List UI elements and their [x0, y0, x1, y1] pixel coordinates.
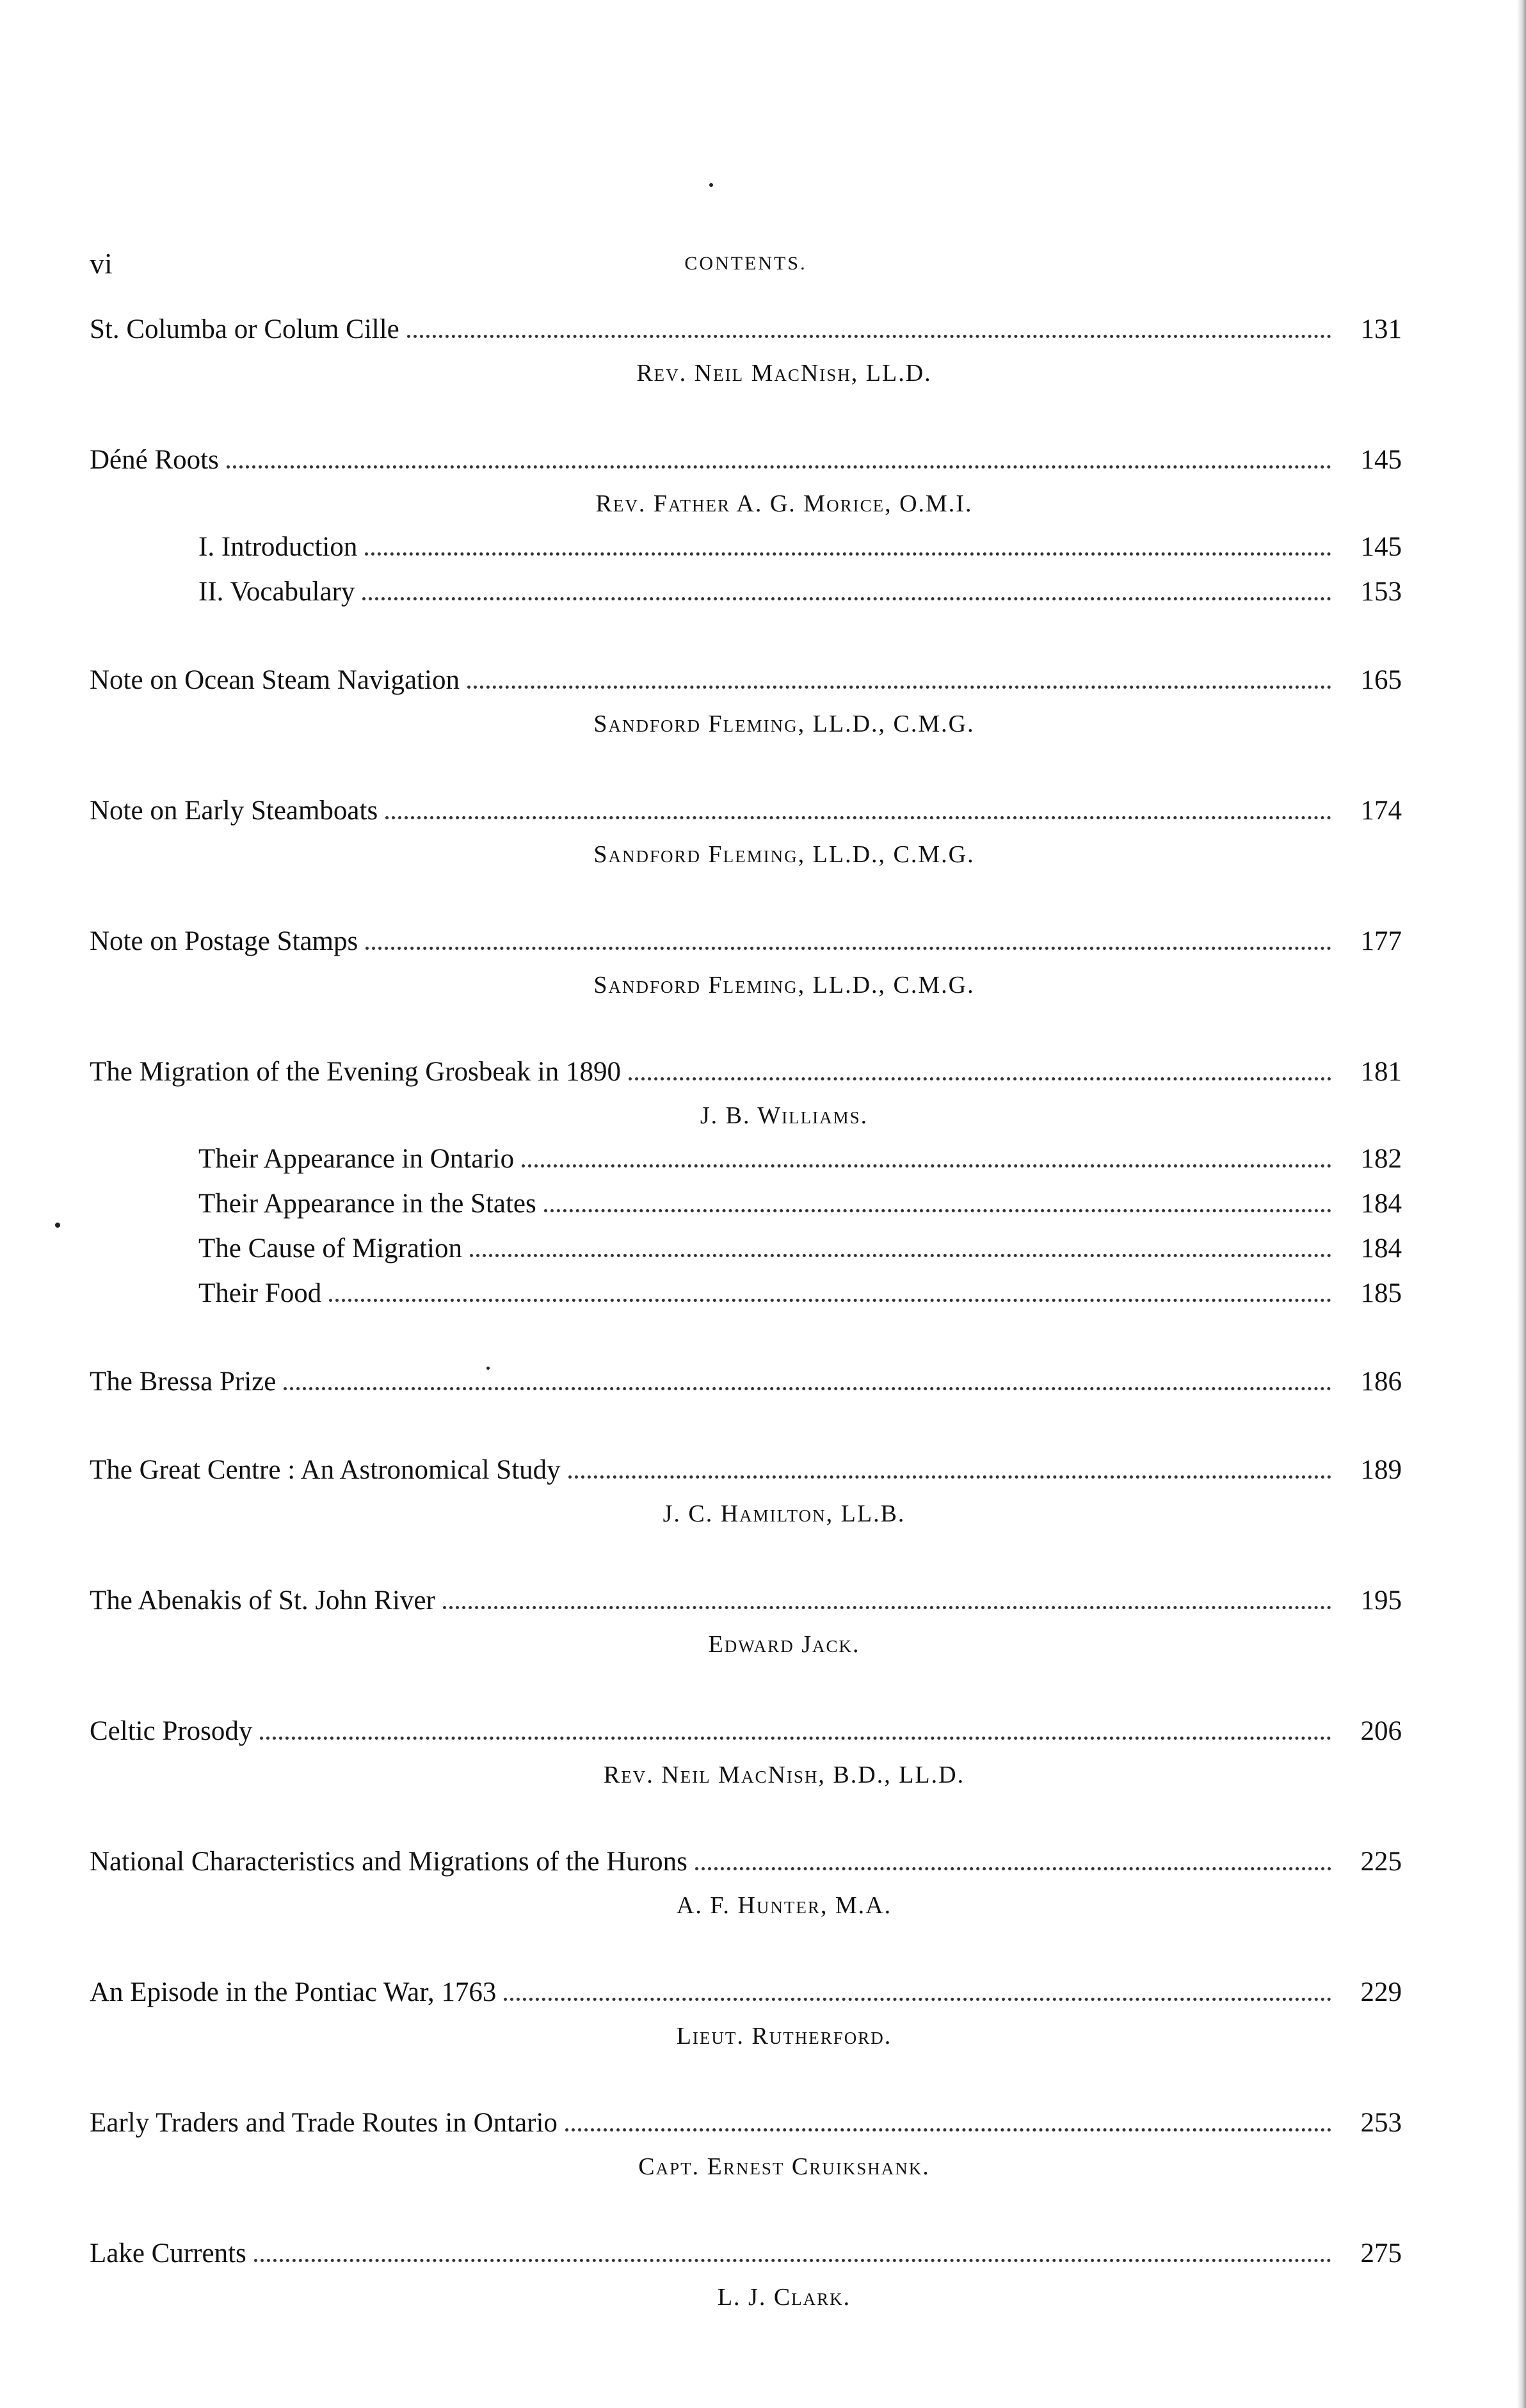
dot-leader [385, 816, 1331, 819]
dot-leader [365, 947, 1331, 950]
toc-entry [90, 658, 1402, 745]
dot-leader [467, 686, 1331, 689]
entry-author: Rev. Father A. G. Morice, O.M.I. [595, 490, 973, 517]
entry-page: 186 [1360, 1367, 1402, 1397]
entry-title: The Great Centre : An Astronomical Study [90, 1455, 561, 1485]
subsection-title: Their Appearance in the States [198, 1189, 536, 1219]
entry-author: Rev. Neil MacNish, B.D., LL.D. [603, 1762, 965, 1788]
toc-line [90, 1448, 1402, 1493]
entry-page: 253 [1360, 2108, 1402, 2138]
subsection-line [90, 1271, 1402, 1316]
dot-leader [329, 1299, 1331, 1302]
subsection-line [90, 525, 1402, 570]
running-title: CONTENTS. [684, 253, 807, 274]
entry-page: 145 [1360, 445, 1402, 475]
dot-leader [504, 1998, 1331, 2001]
entry-author: J. C. Hamilton, LL.B. [663, 1500, 906, 1527]
subsection-page: 184 [1360, 1189, 1402, 1219]
dot-leader [470, 1254, 1331, 1257]
toc-line [90, 2101, 1402, 2146]
page-number: vi [90, 247, 113, 280]
subsection-page: 185 [1360, 1278, 1402, 1308]
dot-leader [443, 1606, 1331, 1609]
entry-title: Note on Ocean Steam Navigation [90, 665, 460, 695]
toc-entry [90, 2231, 1402, 2318]
entry-page: 177 [1360, 926, 1402, 956]
dot-leader [568, 1475, 1331, 1479]
toc-line [90, 1578, 1402, 1623]
entry-author: Lieut. Rutherford. [676, 2023, 892, 2050]
subsection-line [90, 1182, 1402, 1226]
toc-line [90, 307, 1402, 352]
subsection-page: 153 [1360, 577, 1402, 607]
toc-line [90, 1970, 1402, 2015]
entry-page: 181 [1360, 1057, 1402, 1087]
entry-title: Note on Early Steamboats [90, 796, 378, 826]
toc-entry [90, 1578, 1402, 1666]
entry-title: Lake Currents [90, 2238, 246, 2268]
entry-title: An Episode in the Pontiac War, 1763 [90, 1977, 497, 2007]
toc-entry [90, 2101, 1402, 2188]
scan-speck [55, 1223, 60, 1228]
toc-entry [90, 1050, 1402, 1316]
subsection-page: 184 [1360, 1233, 1402, 1264]
dot-leader [695, 1867, 1331, 1870]
entry-author: Sandford Fleming, LL.D., C.M.G. [593, 841, 975, 868]
subsection-line [90, 570, 1402, 614]
subsection-title: I. Introduction [198, 532, 358, 562]
entry-title: The Bressa Prize [90, 1367, 277, 1397]
entry-page: 131 [1360, 314, 1402, 344]
entry-title: Déné Roots [90, 445, 219, 475]
entry-author: Rev. Neil MacNish, LL.D. [636, 360, 932, 387]
page-header [90, 246, 1402, 285]
toc-entry [90, 307, 1402, 394]
dot-leader [565, 2128, 1331, 2131]
entry-page: 189 [1360, 1455, 1402, 1485]
entry-page: 275 [1360, 2238, 1402, 2268]
subsection-page: 182 [1360, 1144, 1402, 1174]
scan-speck [486, 1367, 490, 1370]
entry-page: 206 [1360, 1716, 1402, 1746]
subsection-list [90, 1137, 1402, 1316]
toc-line [90, 2231, 1402, 2276]
toc-entry [90, 1840, 1402, 1927]
subsection-line [90, 1226, 1402, 1271]
dot-leader [362, 597, 1331, 600]
entry-title: Note on Postage Stamps [90, 926, 358, 956]
entry-title: Celtic Prosody [90, 1716, 253, 1746]
entry-author: Sandford Fleming, LL.D., C.M.G. [593, 710, 975, 737]
toc-line [90, 789, 1402, 833]
toc-entry [90, 1709, 1402, 1796]
toc-entry [90, 1970, 1402, 2057]
dot-leader [227, 465, 1331, 469]
entry-title: Early Traders and Trade Routes in Ontario [90, 2108, 558, 2138]
dot-leader [629, 1077, 1331, 1080]
toc-entry [90, 789, 1402, 876]
entry-author: Sandford Fleming, LL.D., C.M.G. [593, 972, 975, 999]
dot-leader [365, 552, 1331, 556]
toc-line [90, 658, 1402, 703]
toc-line [90, 1050, 1402, 1095]
toc-line [90, 919, 1402, 964]
entry-title: The Abenakis of St. John River [90, 1585, 435, 1616]
dot-leader [544, 1209, 1331, 1212]
subsection-line [90, 1137, 1402, 1182]
subsection-title: Their Food [198, 1278, 322, 1308]
entry-author: Edward Jack. [708, 1631, 860, 1658]
toc-line [90, 438, 1402, 483]
entry-title: National Characteristics and Migrations of the Hurons [90, 1847, 687, 1877]
entry-author: L. J. Clark. [717, 2284, 851, 2311]
toc-entry [90, 1448, 1402, 1535]
entry-page: 174 [1360, 796, 1402, 826]
toc-line [90, 1840, 1402, 1884]
subsection-list [90, 525, 1402, 614]
subsection-title: II. Vocabulary [198, 577, 355, 607]
entry-author: Capt. Ernest Cruikshank. [638, 2153, 930, 2180]
entry-title: St. Columba or Colum Cille [90, 314, 399, 344]
table-of-contents [90, 307, 1402, 2362]
entry-page: 229 [1360, 1977, 1402, 2007]
page-edge [1517, 0, 1526, 2408]
subsection-page: 145 [1360, 532, 1402, 562]
subsection-title: The Cause of Migration [198, 1233, 462, 1264]
toc-entry [90, 438, 1402, 614]
entry-page: 165 [1360, 665, 1402, 695]
dot-leader [522, 1164, 1331, 1168]
dot-leader [260, 1737, 1331, 1740]
scan-speck [709, 183, 713, 187]
dot-leader [284, 1387, 1331, 1390]
toc-entry [90, 1360, 1402, 1404]
toc-entry [90, 919, 1402, 1006]
entry-author: A. F. Hunter, M.A. [676, 1892, 892, 1919]
entry-page: 225 [1360, 1847, 1402, 1877]
entry-title: The Migration of the Evening Grosbeak in 1890 [90, 1057, 621, 1087]
entry-author: J. B. Williams. [700, 1102, 869, 1129]
dot-leader [407, 335, 1331, 338]
entry-page: 195 [1360, 1585, 1402, 1616]
subsection-title: Their Appearance in Ontario [198, 1144, 515, 1174]
toc-line [90, 1360, 1402, 1404]
dot-leader [254, 2259, 1331, 2262]
toc-line [90, 1709, 1402, 1754]
